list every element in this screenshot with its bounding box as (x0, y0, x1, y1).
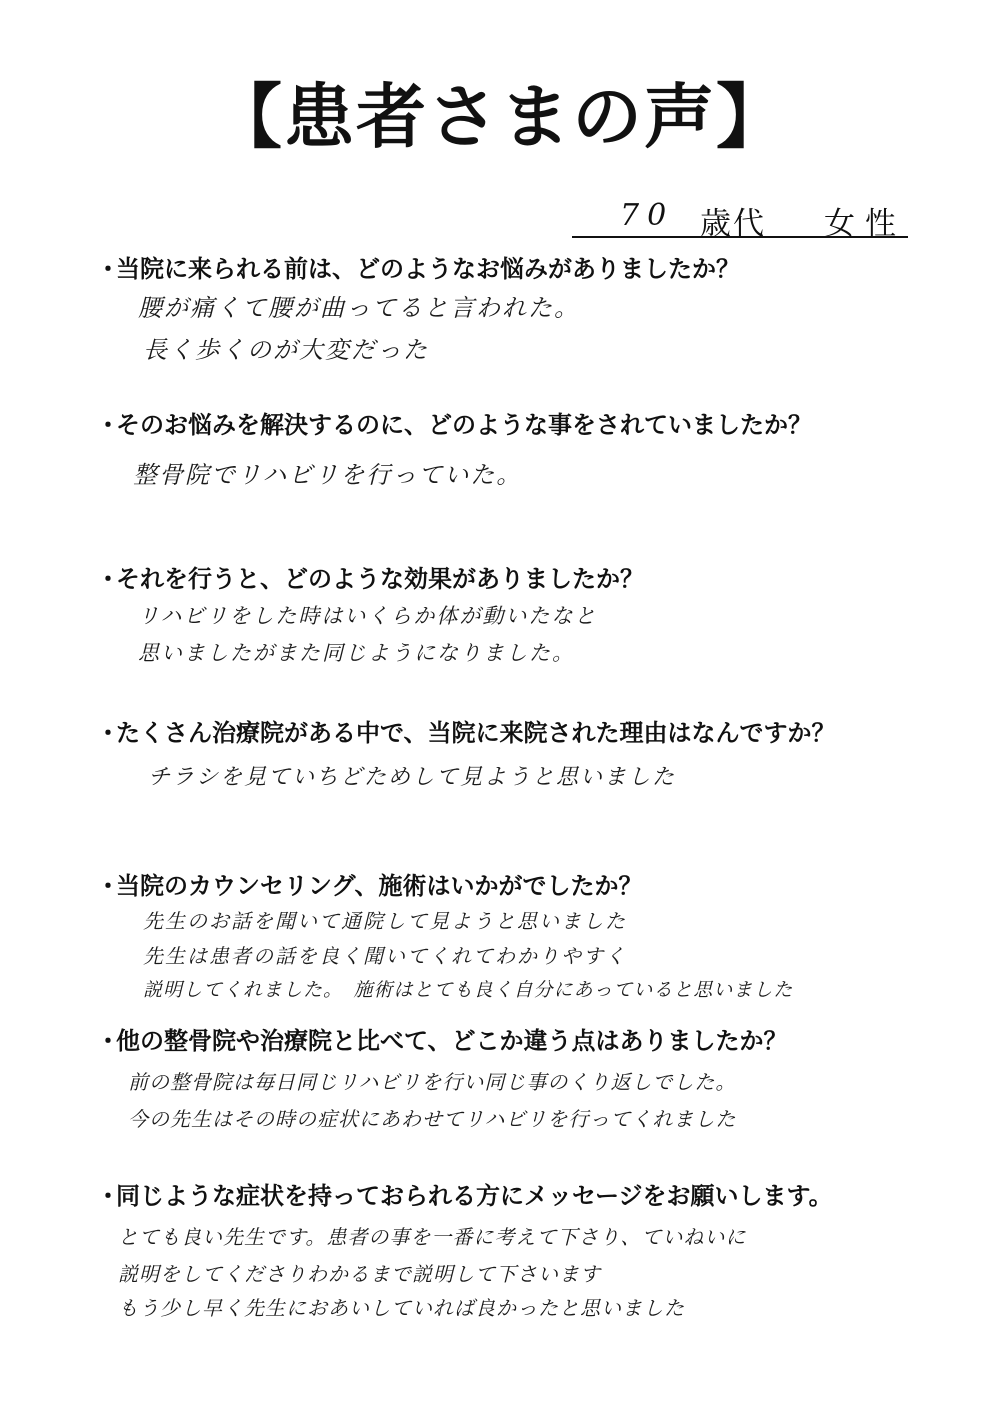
answer-line: 先生のお話を聞いて通院して見ようと思いました (143, 909, 627, 933)
page-title: 【患者さまの声】 (212, 76, 788, 158)
question-7 (96, 1184, 833, 1208)
answer-line: 長く歩くのが大変だった (143, 336, 429, 364)
answer-line: 腰が痛くて腰が曲ってると言われた。 (138, 294, 580, 322)
question-text: たくさん治療院がある中で、当院に来院された理由はなんですか？ (116, 719, 836, 747)
answer-line: 思いましたがまた同じようになりました。 (138, 641, 575, 665)
answer-line: 説明をしてくださりわかるまで説明して下さいます (118, 1262, 601, 1286)
question-bullet: ・ (96, 719, 120, 747)
question-bullet: ・ (96, 565, 120, 593)
respondent-age: 70 (620, 198, 675, 233)
question-text: 他の整骨院や治療院と比べて、どこか違う点はありましたか？ (116, 1027, 788, 1055)
question-1 (96, 257, 740, 281)
answer-line: 整骨院でリハビリを行っていた。 (133, 461, 523, 489)
answer-line: 今の先生はその時の症状にあわせてリハビリを行ってくれました (128, 1107, 737, 1131)
question-text: そのお悩みを解決するのに、どのような事をされていましたか？ (116, 411, 812, 439)
answer-line: 説明してくれました。 施術はとても良く自分にあっていると思いました (143, 979, 794, 1001)
answer-line: 前の整骨院は毎日同じリハビリを行い同じ事のくり返しでした。 (128, 1070, 737, 1094)
question-bullet: ・ (96, 872, 120, 900)
respondent-info (572, 196, 908, 242)
respondent-gender: 女性 (824, 206, 906, 242)
question-bullet: ・ (96, 255, 120, 283)
question-bullet: ・ (96, 1182, 120, 1210)
question-text: 当院のカウンセリング、施術はいかがでしたか？ (116, 872, 643, 900)
respondent-age-label: 歳代 (700, 206, 766, 242)
question-5 (96, 874, 643, 898)
answer-line: もう少し早く先生におあいしていれば良かったと思いました (118, 1296, 685, 1320)
question-bullet: ・ (96, 1027, 120, 1055)
question-4 (96, 721, 836, 745)
question-text: 当院に来られる前は、どのようなお悩みがありましたか？ (116, 255, 740, 283)
question-6 (96, 1029, 788, 1053)
answer-line: チラシを見ていちどためして見ようと思いました (148, 765, 677, 790)
answer-line: リハビリをした時はいくらか体が動いたなと (138, 604, 598, 628)
question-2 (96, 413, 812, 437)
question-3 (96, 567, 644, 591)
answer-line: 先生は患者の話を良く聞いてくれてわかりやすく (143, 944, 627, 968)
question-text: それを行うと、どのような効果がありましたか？ (116, 565, 644, 593)
answer-line: とても良い先生です。患者の事を一番に考えて下さり、ていねいに (118, 1225, 747, 1249)
question-text: 同じような症状を持っておられる方にメッセージをお願いします。 (116, 1182, 833, 1210)
question-bullet: ・ (96, 411, 120, 439)
